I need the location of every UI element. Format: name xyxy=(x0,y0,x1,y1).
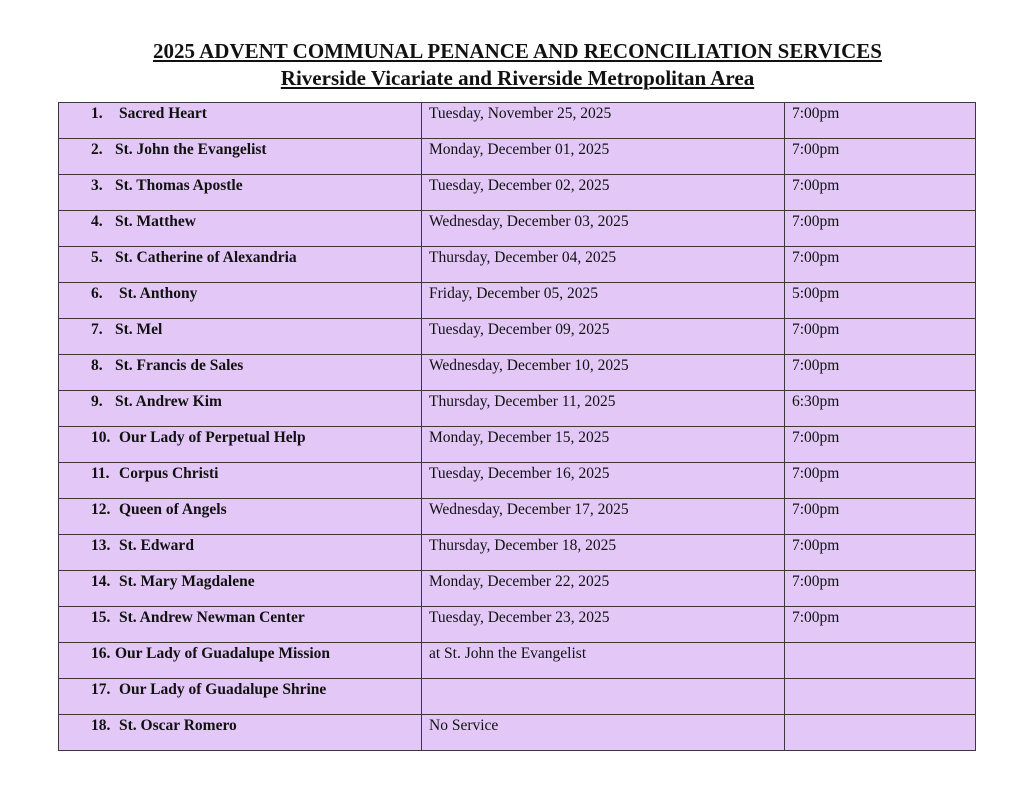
parish-cell xyxy=(59,139,422,175)
table-row xyxy=(59,319,976,355)
time-cell xyxy=(785,571,976,607)
date-cell xyxy=(422,499,785,535)
table-row xyxy=(59,247,976,283)
service-date: Thursday, December 18, 2025 xyxy=(429,537,617,554)
row-number: 9. xyxy=(91,393,103,410)
service-time: 7:00pm xyxy=(792,537,840,554)
service-date: Tuesday, December 09, 2025 xyxy=(429,321,610,338)
service-date: Wednesday, December 03, 2025 xyxy=(429,213,629,230)
parish-name: St. Thomas Apostle xyxy=(115,177,243,194)
parish-cell xyxy=(59,571,422,607)
parish-cell xyxy=(59,535,422,571)
parish-cell xyxy=(59,247,422,283)
row-number: 16. xyxy=(91,645,111,662)
row-number: 18. xyxy=(91,717,111,734)
table-row xyxy=(59,211,976,247)
service-time: 7:00pm xyxy=(792,573,840,590)
table-row xyxy=(59,103,976,139)
service-date: Monday, December 22, 2025 xyxy=(429,573,610,590)
row-number: 5. xyxy=(91,249,103,266)
parish-name: Corpus Christi xyxy=(119,465,219,482)
service-time: 7:00pm xyxy=(792,429,840,446)
table-row xyxy=(59,427,976,463)
table-row xyxy=(59,643,976,679)
parish-name: St. Oscar Romero xyxy=(119,717,237,734)
service-date: Thursday, December 11, 2025 xyxy=(429,393,616,410)
parish-name: St. Mary Magdalene xyxy=(119,573,255,590)
table-row xyxy=(59,571,976,607)
parish-cell xyxy=(59,499,422,535)
time-cell xyxy=(785,103,976,139)
parish-name: Queen of Angels xyxy=(119,501,227,518)
time-cell xyxy=(785,607,976,643)
table-row xyxy=(59,679,976,715)
service-date: Tuesday, December 02, 2025 xyxy=(429,177,610,194)
document-subtitle: Riverside Vicariate and Riverside Metropolitan Area xyxy=(280,66,755,90)
time-cell xyxy=(785,499,976,535)
parish-cell xyxy=(59,283,422,319)
service-time xyxy=(785,679,975,681)
date-cell xyxy=(422,571,785,607)
time-cell xyxy=(785,535,976,571)
time-cell xyxy=(785,391,976,427)
parish-cell xyxy=(59,679,422,715)
date-cell xyxy=(422,247,785,283)
row-number: 13. xyxy=(91,537,111,554)
service-schedule-table xyxy=(58,102,976,751)
time-cell xyxy=(785,355,976,391)
parish-cell xyxy=(59,319,422,355)
parish-name: Sacred Heart xyxy=(119,105,207,122)
service-date: at St. John the Evangelist xyxy=(429,645,587,662)
date-cell xyxy=(422,283,785,319)
table-row xyxy=(59,283,976,319)
service-time: 7:00pm xyxy=(792,213,840,230)
parish-cell xyxy=(59,427,422,463)
service-time: 7:00pm xyxy=(792,105,840,122)
parish-name: Our Lady of Perpetual Help xyxy=(119,429,306,446)
time-cell xyxy=(785,715,976,751)
parish-name: St. Edward xyxy=(119,537,194,554)
table-row xyxy=(59,607,976,643)
service-date: Friday, December 05, 2025 xyxy=(429,285,599,302)
service-time xyxy=(785,715,975,717)
table-row xyxy=(59,715,976,751)
row-number: 11. xyxy=(91,465,110,482)
row-number: 1. xyxy=(91,105,103,122)
service-date: Monday, December 15, 2025 xyxy=(429,429,610,446)
row-number: 10. xyxy=(91,429,111,446)
row-number: 14. xyxy=(91,573,111,590)
parish-cell xyxy=(59,103,422,139)
date-cell xyxy=(422,175,785,211)
service-date: Monday, December 01, 2025 xyxy=(429,141,610,158)
row-number: 6. xyxy=(91,285,103,302)
service-date: Tuesday, December 16, 2025 xyxy=(429,465,610,482)
parish-cell xyxy=(59,715,422,751)
row-number: 2. xyxy=(91,141,103,158)
date-cell xyxy=(422,319,785,355)
row-number: 15. xyxy=(91,609,111,626)
service-time: 7:00pm xyxy=(792,465,840,482)
parish-name: St. Anthony xyxy=(119,285,198,302)
date-cell xyxy=(422,715,785,751)
row-number: 7. xyxy=(91,321,103,338)
service-time: 7:00pm xyxy=(792,501,840,518)
row-number: 4. xyxy=(91,213,103,230)
date-cell xyxy=(422,427,785,463)
service-date: Wednesday, December 10, 2025 xyxy=(429,357,629,374)
service-date: Wednesday, December 17, 2025 xyxy=(429,501,629,518)
time-cell xyxy=(785,283,976,319)
date-cell xyxy=(422,211,785,247)
time-cell xyxy=(785,139,976,175)
parish-name: St. Andrew Kim xyxy=(115,393,222,410)
table-row xyxy=(59,391,976,427)
time-cell xyxy=(785,211,976,247)
time-cell xyxy=(785,319,976,355)
service-date: Tuesday, December 23, 2025 xyxy=(429,609,610,626)
table-row xyxy=(59,535,976,571)
time-cell xyxy=(785,643,976,679)
time-cell xyxy=(785,247,976,283)
parish-name: St. Francis de Sales xyxy=(115,357,244,374)
parish-cell xyxy=(59,175,422,211)
table-row xyxy=(59,139,976,175)
time-cell xyxy=(785,679,976,715)
row-number: 8. xyxy=(91,357,103,374)
date-cell xyxy=(422,607,785,643)
service-time: 7:00pm xyxy=(792,249,840,266)
parish-name: St. Matthew xyxy=(115,213,196,230)
parish-cell xyxy=(59,355,422,391)
date-cell xyxy=(422,643,785,679)
time-cell xyxy=(785,463,976,499)
date-cell xyxy=(422,391,785,427)
service-time: 7:00pm xyxy=(792,609,840,626)
date-cell xyxy=(422,463,785,499)
service-time: 5:00pm xyxy=(792,285,840,302)
parish-cell xyxy=(59,463,422,499)
service-date: No Service xyxy=(429,717,499,734)
parish-name: St. Catherine of Alexandria xyxy=(115,249,297,266)
service-time: 7:00pm xyxy=(792,357,840,374)
table-row xyxy=(59,463,976,499)
parish-name: St. John the Evangelist xyxy=(115,141,267,158)
table-row xyxy=(59,499,976,535)
parish-cell xyxy=(59,643,422,679)
row-number: 17. xyxy=(91,681,111,698)
parish-name: Our Lady of Guadalupe Shrine xyxy=(119,681,327,698)
date-cell xyxy=(422,535,785,571)
parish-cell xyxy=(59,607,422,643)
service-time: 7:00pm xyxy=(792,141,840,158)
date-cell xyxy=(422,139,785,175)
parish-cell xyxy=(59,211,422,247)
parish-cell xyxy=(59,391,422,427)
date-cell xyxy=(422,355,785,391)
row-number: 3. xyxy=(91,177,103,194)
time-cell xyxy=(785,427,976,463)
parish-name: Our Lady of Guadalupe Mission xyxy=(115,645,331,662)
row-number: 12. xyxy=(91,501,111,518)
service-time: 7:00pm xyxy=(792,177,840,194)
date-cell xyxy=(422,679,785,715)
service-date: Thursday, December 04, 2025 xyxy=(429,249,617,266)
time-cell xyxy=(785,175,976,211)
service-date xyxy=(422,679,784,681)
service-time: 7:00pm xyxy=(792,321,840,338)
date-cell xyxy=(422,103,785,139)
document-header xyxy=(0,38,1023,92)
document-title: 2025 ADVENT COMMUNAL PENANCE AND RECONCILIATION SERVICES xyxy=(153,39,882,63)
service-time xyxy=(785,643,975,645)
table-row xyxy=(59,355,976,391)
service-time: 6:30pm xyxy=(792,393,840,410)
table-row xyxy=(59,175,976,211)
parish-name: St. Mel xyxy=(115,321,163,338)
parish-name: St. Andrew Newman Center xyxy=(119,609,305,626)
service-date: Tuesday, November 25, 2025 xyxy=(429,105,612,122)
